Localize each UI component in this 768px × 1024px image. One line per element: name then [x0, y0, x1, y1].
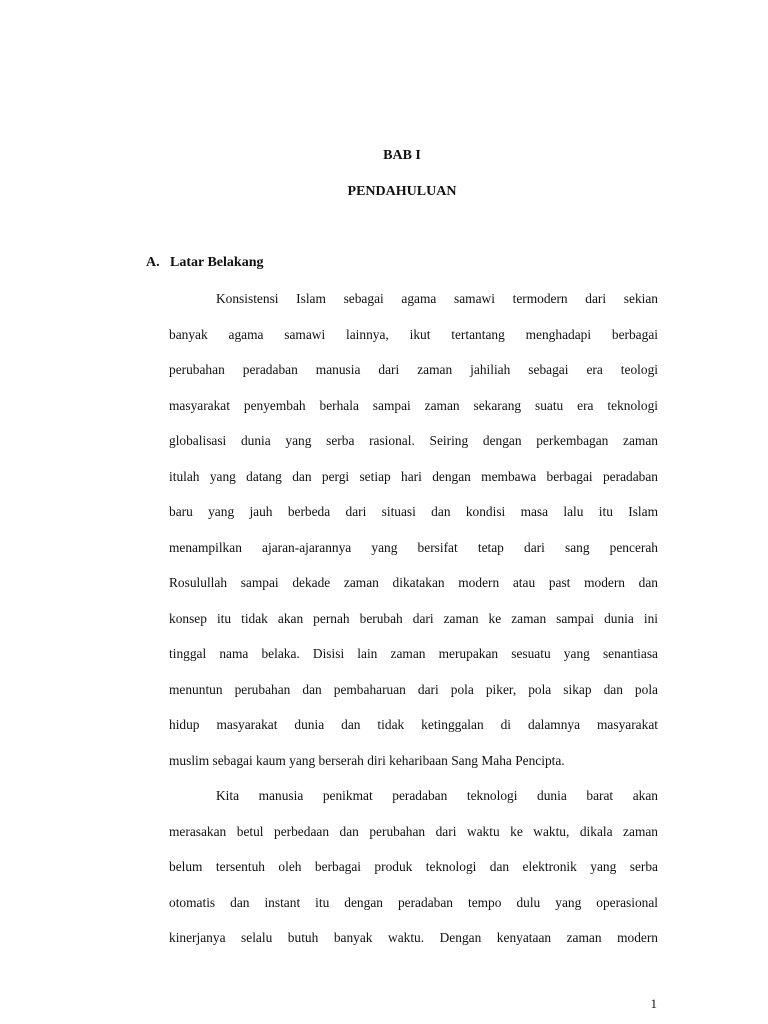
chapter-number: BAB I [383, 148, 421, 163]
text-line: menampilkan ajaran-ajarannya yang bersifat tetap dari sang pencerah [169, 539, 658, 555]
text-line: Rosulullah sampai dekade zaman dikatakan modern atau past modern dan [169, 575, 658, 590]
text-line: hidup masyarakat dunia dan tidak ketinggalan di dalamnya masyarakat [169, 717, 658, 732]
page-number: 1 [650, 996, 657, 1011]
text-line: belum tersentuh oleh berbagai produk teknologi dan elektronik yang serba [169, 859, 658, 874]
text-line: otomatis dan instant itu dengan peradaban tempo dulu yang operasional [169, 894, 658, 910]
text-line: menuntun perubahan dan pembaharuan dari pola piker, pola sikap dan pola [169, 681, 658, 697]
text-line: Konsistensi Islam sebagai agama samawi termodern dari sekian [216, 291, 658, 306]
text-line: banyak agama samawi lainnya, ikut tertantang menghadapi berbagai [169, 326, 658, 342]
text-line: perubahan peradaban manusia dari zaman jahiliah sebagai era teologi [169, 362, 658, 377]
section-heading [146, 254, 263, 272]
section-title: Latar Belakang [170, 255, 264, 270]
text-line: kinerjanya selalu butuh banyak waktu. Dengan kenyataan zaman modern [169, 930, 658, 945]
paragraph-1 [169, 289, 658, 786]
chapter-title: PENDAHULUAN [347, 184, 457, 199]
text-line: muslim sebagai kaum yang berserah diri keharibaan Sang Maha Pencipta. [169, 752, 565, 768]
text-line: itulah yang datang dan pergi setiap hari dengan membawa berbagai peradaban [169, 468, 658, 484]
text-line: tinggal nama belaka. Disisi lain zaman merupakan sesuatu yang senantiasa [169, 646, 658, 661]
paragraph-2 [169, 786, 658, 964]
text-line: Kita manusia penikmat peradaban teknologi dunia barat akan [216, 788, 658, 803]
text-line: baru yang jauh berbeda dari situasi dan kondisi masa lalu itu Islam [169, 504, 658, 519]
text-line: masyarakat penyembah berhala sampai zaman sekarang suatu era teknologi [169, 397, 658, 413]
section-letter: A. [146, 255, 160, 270]
text-line: merasakan betul perbedaan dan perubahan dari waktu ke waktu, dikala zaman [169, 823, 658, 839]
text-line: globalisasi dunia yang serba rasional. Seiring dengan perkembagan zaman [169, 433, 658, 448]
body-text [169, 289, 658, 964]
text-line: konsep itu tidak akan pernah berubah dari zaman ke zaman sampai dunia ini [169, 610, 658, 626]
